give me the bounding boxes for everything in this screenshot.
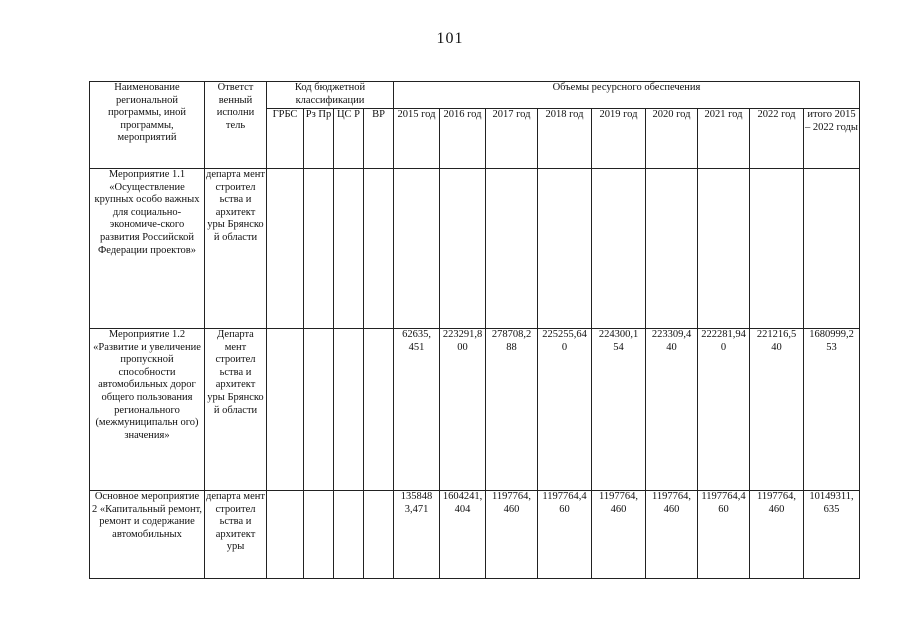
value-2020: 1197764, 460 [646, 491, 698, 579]
header-csr: ЦС Р [334, 109, 364, 169]
table-row [90, 169, 860, 329]
value-2022: 221216,5 40 [750, 329, 804, 491]
header-year-2018: 2018 год [538, 109, 592, 169]
header-name: Наименование региональной программы, иной программы, мероприятий [90, 82, 205, 169]
row-executor: Департа мент строител ьства и архитект уры Брянско й области [205, 329, 267, 491]
value-2022: 1197764, 460 [750, 491, 804, 579]
row-executor: департа мент строител ьства и архитект уры Брянско й области [205, 169, 267, 329]
value-2018: 225255,64 0 [538, 329, 592, 491]
value-2016: 223291,8 00 [440, 329, 486, 491]
row-executor: департа мент строител ьства и архитект уры [205, 491, 267, 579]
row-name: Основное мероприятие 2 «Капитальный ремонт, ремонт и содержание автомобильных [90, 491, 205, 579]
row-name: Мероприятие 1.1 «Осуществление крупных особо важных для социально-экономиче-ского развития Российской Федерации проектов» [90, 169, 205, 329]
value-2020 [646, 169, 698, 329]
header-rzpr: Рз Пр [304, 109, 334, 169]
header-year-2016: 2016 год [440, 109, 486, 169]
value-total [804, 169, 860, 329]
header-resources: Объемы ресурсного обеспечения [394, 82, 860, 109]
value-2016 [440, 169, 486, 329]
row-name: Мероприятие 1.2 «Развитие и увеличение пропускной способности автомобильных дорог общего пользования регионального (межмуниципальн ого) значения» [90, 329, 205, 491]
value-2021 [698, 169, 750, 329]
value-2021: 1197764,4 60 [698, 491, 750, 579]
value-2018: 1197764,4 60 [538, 491, 592, 579]
value-2015: 62635, 451 [394, 329, 440, 491]
value-total: 1680999,2 53 [804, 329, 860, 491]
header-total: итого 2015 – 2022 годы [804, 109, 860, 169]
header-grbs: ГРБС [267, 109, 304, 169]
value-2018 [538, 169, 592, 329]
value-2015: 135848 3,471 [394, 491, 440, 579]
value-2019: 1197764, 460 [592, 491, 646, 579]
header-year-2021: 2021 год [698, 109, 750, 169]
value-2016: 1604241, 404 [440, 491, 486, 579]
value-2017: 1197764, 460 [486, 491, 538, 579]
resource-table [89, 81, 860, 579]
value-2015 [394, 169, 440, 329]
header-row-1 [90, 82, 860, 109]
value-2020: 223309,4 40 [646, 329, 698, 491]
header-year-2020: 2020 год [646, 109, 698, 169]
table-row [90, 329, 860, 491]
value-2022 [750, 169, 804, 329]
page-number: 101 [436, 30, 464, 47]
value-2019 [592, 169, 646, 329]
header-year-2019: 2019 год [592, 109, 646, 169]
header-year-2017: 2017 год [486, 109, 538, 169]
header-executor: Ответст венный исполни тель [205, 82, 267, 169]
table-row [90, 491, 860, 579]
value-total: 10149311, 635 [804, 491, 860, 579]
value-2019: 224300,1 54 [592, 329, 646, 491]
header-year-2022: 2022 год [750, 109, 804, 169]
value-2021: 222281,94 0 [698, 329, 750, 491]
value-2017 [486, 169, 538, 329]
header-vr: ВР [364, 109, 394, 169]
header-year-2015: 2015 год [394, 109, 440, 169]
header-budget-code: Код бюджетной классификации [267, 82, 394, 109]
value-2017: 278708,2 88 [486, 329, 538, 491]
